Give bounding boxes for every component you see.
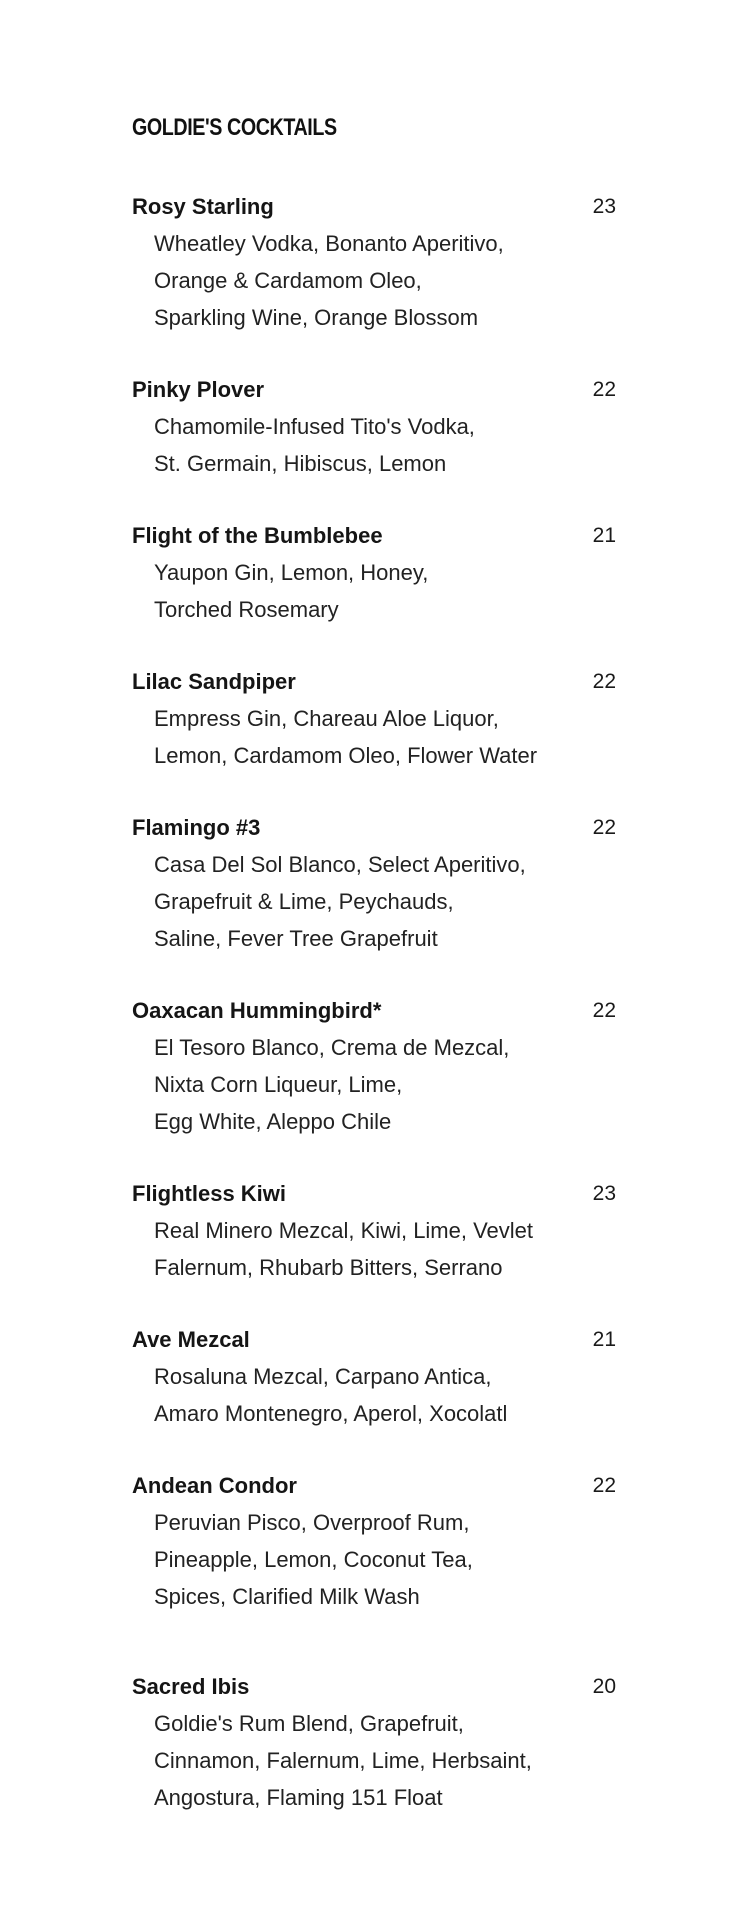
menu-item [132, 1321, 616, 1432]
menu-item-description [132, 1705, 616, 1816]
menu-item [132, 1467, 616, 1615]
description-line: Goldie's Rum Blend, Grapefruit, [154, 1711, 464, 1736]
description-line: Yaupon Gin, Lemon, Honey, [154, 560, 429, 585]
menu-item-description [132, 846, 616, 957]
description-line: Amaro Montenegro, Aperol, Xocolatl [154, 1401, 508, 1426]
menu-item-name: Rosy Starling [132, 194, 274, 219]
description-line: Spices, Clarified Milk Wash [154, 1584, 420, 1609]
description-line: Torched Rosemary [154, 597, 339, 622]
menu-item-price: 22 [592, 999, 616, 1022]
menu-item [132, 1668, 616, 1816]
description-line: El Tesoro Blanco, Crema de Mezcal, [154, 1035, 510, 1060]
menu-item-price: 22 [592, 378, 616, 401]
menu-item-name: Pinky Plover [132, 377, 265, 402]
menu-item-name: Flight of the Bumblebee [132, 523, 383, 548]
menu-item [132, 663, 616, 774]
description-line: Nixta Corn Liqueur, Lime, [154, 1072, 403, 1097]
menu-item [132, 992, 616, 1140]
menu-item [132, 371, 616, 482]
description-line: Empress Gin, Chareau Aloe Liquor, [154, 706, 499, 731]
menu-item-price: 21 [592, 524, 616, 547]
menu-item-description [132, 1029, 616, 1140]
menu-title: GOLDIE'S COCKTAILS [132, 114, 337, 141]
menu-item-description [132, 408, 616, 482]
menu-item-name: Oaxacan Hummingbird* [132, 998, 382, 1023]
menu-item-description [132, 700, 616, 774]
menu-item-description [132, 1358, 616, 1432]
menu-item-description [132, 554, 616, 628]
menu-item-price: 23 [592, 1182, 616, 1205]
menu-item-description [132, 1212, 616, 1286]
menu-item-description [132, 1504, 616, 1615]
description-line: Saline, Fever Tree Grapefruit [154, 926, 438, 951]
menu-item-name: Flightless Kiwi [132, 1181, 287, 1206]
description-line: Falernum, Rhubarb Bitters, Serrano [154, 1255, 503, 1280]
menu-item-name: Sacred Ibis [132, 1674, 250, 1699]
description-line: Casa Del Sol Blanco, Select Aperitivo, [154, 852, 526, 877]
menu-item [132, 1175, 616, 1286]
description-line: Wheatley Vodka, Bonanto Aperitivo, [154, 231, 504, 256]
description-line: Chamomile-Infused Tito's Vodka, [154, 414, 475, 439]
menu-item-name: Lilac Sandpiper [132, 669, 296, 694]
menu-item-price: 20 [592, 1675, 616, 1698]
description-line: Sparkling Wine, Orange Blossom [154, 305, 479, 330]
menu-item-price: 22 [592, 1474, 616, 1497]
description-line: Peruvian Pisco, Overproof Rum, [154, 1510, 470, 1535]
description-line: Lemon, Cardamom Oleo, Flower Water [154, 743, 538, 768]
menu-item [132, 188, 616, 336]
menu-item [132, 517, 616, 628]
description-line: Orange & Cardamom Oleo, [154, 268, 422, 293]
menu-item-name: Ave Mezcal [132, 1327, 250, 1352]
description-line: Egg White, Aleppo Chile [154, 1109, 392, 1134]
menu-item-name: Flamingo #3 [132, 815, 261, 840]
menu-item [132, 809, 616, 957]
menu-item-price: 23 [592, 195, 616, 218]
description-line: Grapefruit & Lime, Peychauds, [154, 889, 454, 914]
description-line: St. Germain, Hibiscus, Lemon [154, 451, 447, 476]
description-line: Rosaluna Mezcal, Carpano Antica, [154, 1364, 492, 1389]
menu-item-price: 21 [592, 1328, 616, 1351]
description-line: Cinnamon, Falernum, Lime, Herbsaint, [154, 1748, 532, 1773]
description-line: Real Minero Mezcal, Kiwi, Lime, Vevlet [154, 1218, 534, 1243]
menu-item-price: 22 [592, 816, 616, 839]
menu-item-name: Andean Condor [132, 1473, 297, 1498]
menu-item-price: 22 [592, 670, 616, 693]
description-line: Angostura, Flaming 151 Float [154, 1785, 443, 1810]
description-line: Pineapple, Lemon, Coconut Tea, [154, 1547, 473, 1572]
menu-item-description [132, 225, 616, 336]
